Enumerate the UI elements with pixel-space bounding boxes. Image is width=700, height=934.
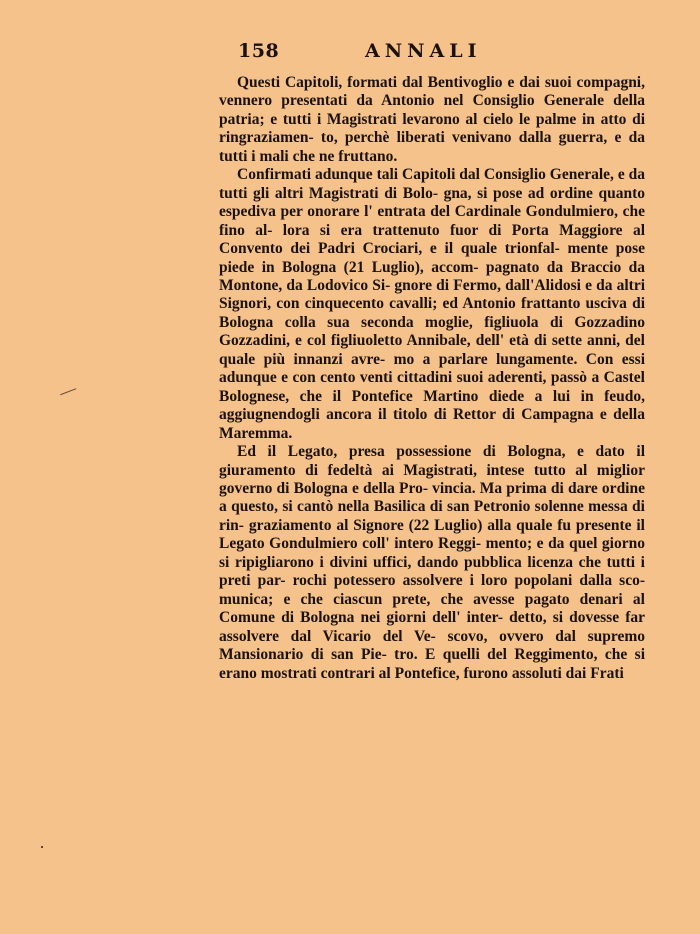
main-text	[219, 74, 645, 683]
running-title: ANNALI	[365, 40, 482, 62]
margin-mark	[60, 388, 79, 402]
page-number: 158	[238, 40, 280, 62]
paragraph-3: Ed il Legato, presa possessione di Bologna, e dato il giuramento di fedeltà ai Magistrati, intese tutto al miglior governo di Bologna e della Pro- vincia. Ma prima di dare ordine a questo, si cantò nella Basilica di san Petronio solenne messa di rin- graziamento al Signore (22 Luglio) alla quale fu presente il Legato Gondulmiero coll' intero Reggi- mento; e da quel giorno si ripigliarono i divini uffici, dando pubblica licenza che tutti i preti par- rochi potessero assolvere i loro popolani dalla sco- munica; e che ciascun prete, che avesse pagato denari al Comune di Bologna nei giorni dell' inter- detto, si dovesse far assolvere dal Vicario del Ve- scovo, ovvero dal supremo Mansionario di san Pie- tro. E quelli del Reggimento, che si erano mostrati contrari al Pontefice, furono assoluti dai Frati	[219, 443, 645, 682]
paragraph-2: Confirmati adunque tali Capitoli dal Consiglio Generale, e da tutti gli altri Magistrati di Bolo- gna, si pose ad ordine quanto espediva per onorare l' entrata del Cardinale Gondulmiero, che fino al- lora si era trattenuto fuor di Porta Maggiore al Convento dei Padri Crociari, e il quale trionfal- mente pose piede in Bologna (21 Luglio), accom- pagnato da Braccio da Montone, da Lodovico Si- gnore di Fermo, dall'Alidosi e da altri Signori, con cinquecento cavalli; ed Antonio frattanto usciva di Bologna colla sua seconda moglie, figliuola di Gozzadino Gozzadini, e col figliuoletto Annibale, dell' età di sette anni, del quale più innanzi avre- mo a parlare lungamente. Con essi adunque e con cento venti cittadini suoi aderenti, passò a Castel Bolognese, che il Pontefice Martino diede a lui in feudo, aggiugnendogli ancora il titolo di Rettor di Campagna e della Maremma.	[219, 166, 645, 442]
ink-dot	[41, 846, 43, 848]
page-header	[238, 40, 650, 62]
paragraph-1: Questi Capitoli, formati dal Bentivoglio e dai suoi compagni, vennero presentati da Antonio nel Consiglio Generale della patria; e tutti i Magistrati levarono al cielo le palme in atto di ringraziamen- to, perchè liberati venivano dalla guerra, e da tutti i mali che ne fruttano.	[219, 74, 645, 165]
